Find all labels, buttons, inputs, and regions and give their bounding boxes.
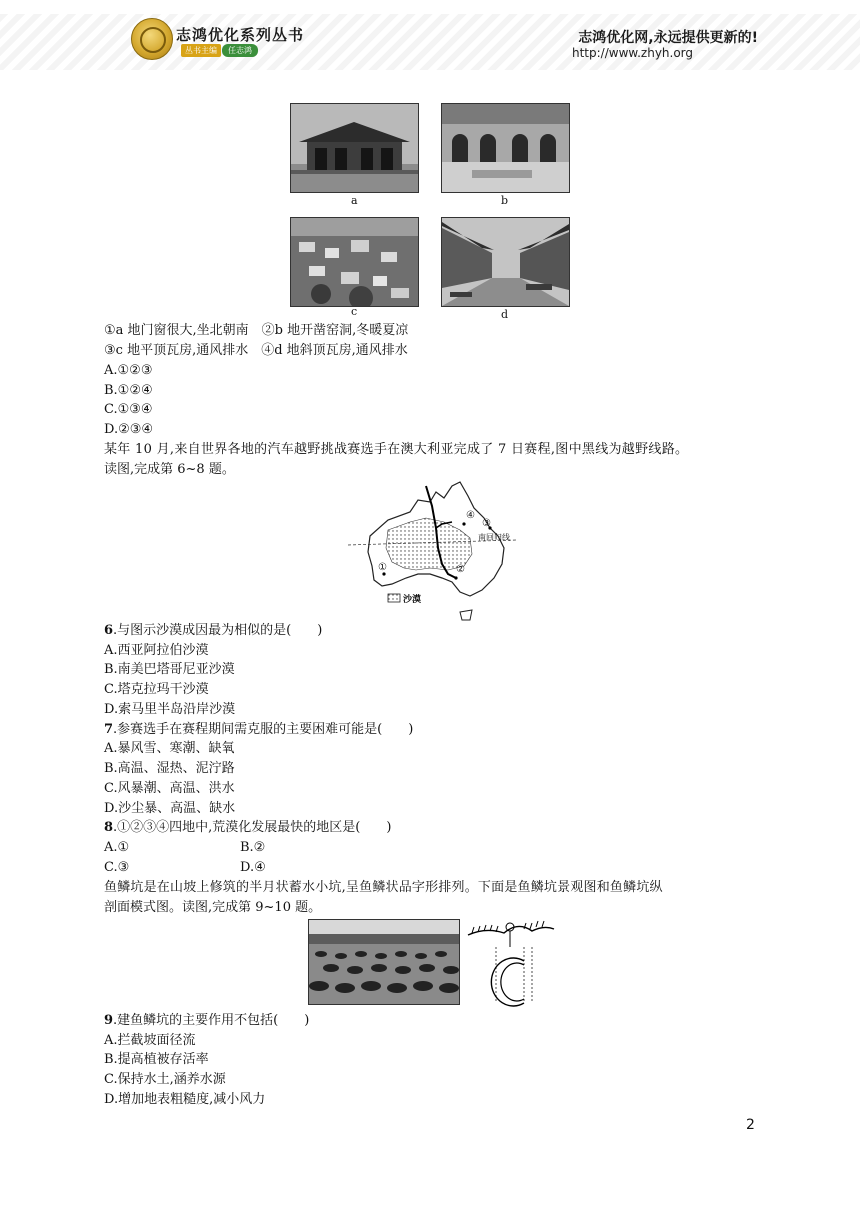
intro-6-8-line-1: 某年 10 月,来自世界各地的汽车越野挑战赛选手在澳大利亚完成了 7 日赛程,图中黑线为越野线路。 bbox=[104, 442, 689, 457]
question-6-stem: .与图示沙漠成因最为相似的是( ) bbox=[113, 623, 323, 638]
question-8-stem: .①②③④四地中,荒漠化发展最快的地区是( ) bbox=[113, 820, 392, 835]
q7-option-b: B.高温、湿热、泥泞路 bbox=[104, 761, 235, 776]
option-a: A.①②③ bbox=[104, 363, 153, 378]
fish-scale-pit-photo bbox=[308, 919, 460, 1005]
photo-a bbox=[290, 103, 419, 193]
question-8-number: 8 bbox=[104, 820, 114, 835]
map-point-4: ④ bbox=[466, 510, 475, 521]
q8-option-b: B.② bbox=[240, 840, 266, 855]
q9-option-d: D.增加地表粗糙度,减小风力 bbox=[104, 1092, 266, 1107]
option-b: B.①②④ bbox=[104, 383, 153, 398]
page-number: 2 bbox=[746, 1117, 755, 1133]
q8-option-a: A.① bbox=[104, 840, 130, 855]
q9-option-a: A.拦截坡面径流 bbox=[104, 1033, 196, 1048]
q8-option-c: C.③ bbox=[104, 860, 130, 875]
caption-d: d bbox=[501, 308, 509, 321]
brand-title: 志鸿优化系列丛书 bbox=[176, 26, 305, 44]
question-7-number: 7 bbox=[104, 722, 114, 737]
q7-option-d: D.沙尘暴、高温、缺水 bbox=[104, 801, 236, 816]
question-9-number: 9 bbox=[104, 1013, 114, 1028]
australia-map bbox=[348, 478, 516, 622]
option-d: D.②③④ bbox=[104, 422, 154, 437]
q9-option-b: B.提高植被存活率 bbox=[104, 1052, 209, 1067]
statement-line-2: ③c 地平顶瓦房,通风排水 ④d 地斜顶瓦房,通风排水 bbox=[104, 343, 408, 358]
intro-9-10-line-1: 鱼鳞坑是在山坡上修筑的半月状蓄水小坑,呈鱼鳞状品字形排列。下面是鱼鳞坑景观图和鱼鳞坑纵 bbox=[104, 880, 663, 895]
page-header bbox=[0, 0, 860, 76]
map-point-1: ① bbox=[378, 562, 387, 573]
q9-option-c: C.保持水土,涵养水源 bbox=[104, 1072, 226, 1087]
legend-desert-label: 沙漠 bbox=[403, 595, 422, 605]
q6-option-b: B.南美巴塔哥尼亚沙漠 bbox=[104, 662, 235, 677]
question-6-number: 6 bbox=[104, 623, 114, 638]
header-slogan: 志鸿优化网,永远提供更新的! bbox=[578, 30, 758, 46]
statement-line-1: ①a 地门窗很大,坐北朝南 ②b 地开凿窑洞,冬暖夏凉 bbox=[104, 323, 409, 338]
photo-b bbox=[441, 103, 570, 193]
photo-d bbox=[441, 217, 570, 307]
q8-option-d: D.④ bbox=[240, 860, 266, 875]
caption-a: a bbox=[351, 194, 358, 207]
intro-9-10-line-2: 剖面模式图。读图,完成第 9~10 题。 bbox=[104, 900, 322, 915]
question-9-stem: .建鱼鳞坑的主要作用不包括( ) bbox=[113, 1013, 310, 1028]
question-7 bbox=[104, 721, 413, 739]
editor-name: 任志鸿 bbox=[222, 44, 258, 57]
header-url[interactable]: http://www.zhyh.org bbox=[572, 46, 694, 60]
q7-option-c: C.风暴潮、高温、洪水 bbox=[104, 781, 235, 796]
question-7-stem: .参赛选手在赛程期间需克服的主要困难可能是( ) bbox=[113, 722, 414, 737]
q7-option-a: A.暴风雪、寒潮、缺氧 bbox=[104, 741, 235, 756]
q6-option-c: C.塔克拉玛干沙漠 bbox=[104, 682, 209, 697]
question-9 bbox=[104, 1012, 309, 1030]
q6-option-d: D.索马里半岛沿岸沙漠 bbox=[104, 702, 236, 717]
caption-b: b bbox=[501, 194, 509, 207]
fish-scale-pit-profile-diagram bbox=[466, 917, 556, 1007]
intro-6-8-line-2: 读图,完成第 6~8 题。 bbox=[104, 462, 235, 477]
photo-c bbox=[290, 217, 419, 307]
editor-tag: 丛书主编 bbox=[181, 44, 221, 57]
brand-logo-seal bbox=[131, 18, 173, 60]
question-8 bbox=[104, 819, 391, 837]
option-c: C.①③④ bbox=[104, 402, 153, 417]
map-point-2: ② bbox=[456, 564, 465, 575]
tropic-label: 南回归线 bbox=[478, 533, 510, 542]
question-6 bbox=[104, 622, 322, 640]
map-point-3: ③ bbox=[482, 518, 491, 529]
caption-c: c bbox=[351, 305, 358, 318]
q6-option-a: A.西亚阿拉伯沙漠 bbox=[104, 643, 209, 658]
